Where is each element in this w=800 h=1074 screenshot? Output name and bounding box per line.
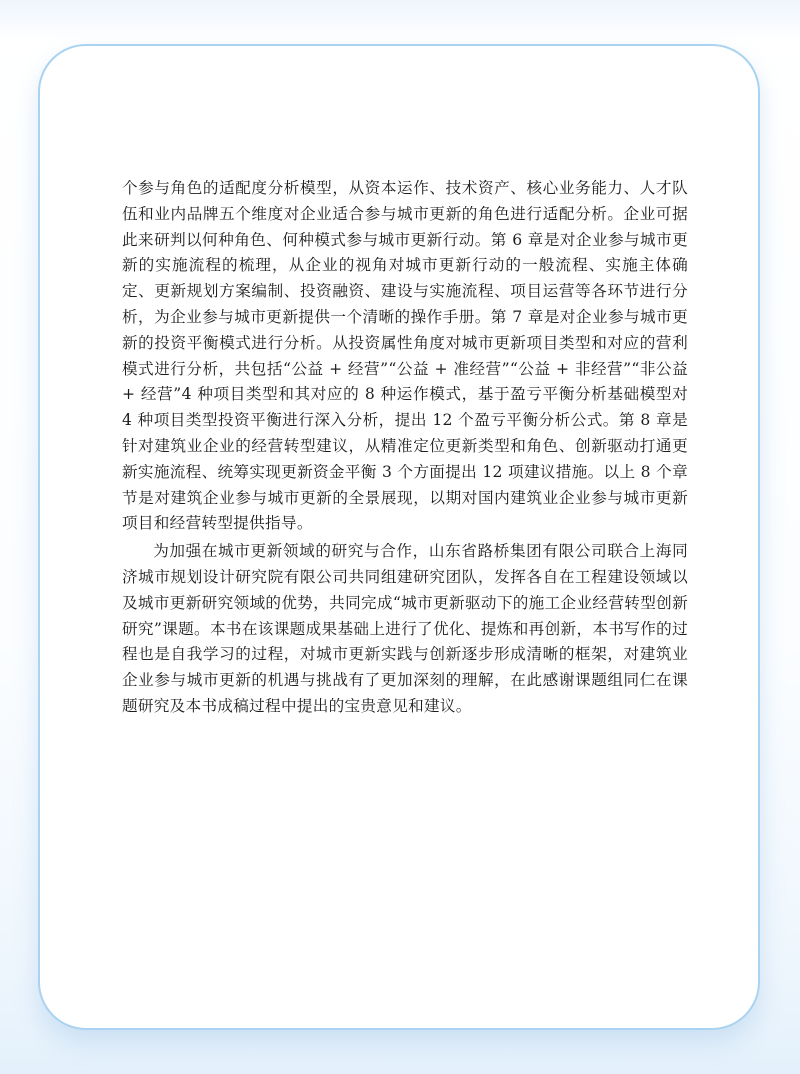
page-top-glow (0, 0, 800, 40)
paragraph-acknowledgement: 为加强在城市更新领域的研究与合作，山东省路桥集团有限公司联合上海同济城市规划设计研究院有限公司共同组建研究团队，发挥各自在工程建设领域以及城市更新研究领域的优势，共同完成“城市更新驱动下的施工企业经营转型创新研究”课题。本书在该课题成果基础上进行了优化、提炼和再创新，本书写作的过程也是自我学习的过程，对城市更新实践与创新逐步形成清晰的框架，对建筑业企业参与城市更新的机遇与挑战有了更加深刻的理解，在此感谢课题组同仁在课题研究及本书成稿过程中提出的宝贵意见和建议。 (122, 542, 688, 715)
paragraph-chapter-summary: 个参与角色的适配度分析模型，从资本运作、技术资产、核心业务能力、人才队伍和业内品牌五个维度对企业适合参与城市更新的角色进行适配分析。企业可据此来研判以何种角色、何种模式参与城市更新行动。第 6 章是对企业参与城市更新的实施流程的梳理，从企业的视角对城市更新行动的一般流程、实施主体确定、更新规划方案编制、投资融资、建设与实施流程、项目运营等各环节进行分析，为企业参与城市更新提供一个清晰的操作手册。第 7 章是对企业参与城市更新的投资平衡模式进行分析。从投资属性角度对城市更新项目类型和对应的营利模式进行分析，共包括“公益 + 经营”“公益 + 准经营”“公益 + 非经营”“非公益 + 经营”4 种项目类型和其对应的 8 种运作模式，基于盈亏平衡分析基础模型对 4 种项目类型投资平衡进行深入分析，提出 12 个盈亏平衡分析公式。第 8 章是针对建筑业企业的经营转型建议，从精准定位更新类型和角色、创新驱动打通更新实施流程、统筹实现更新资金平衡 3 个方面提出 12 项建议措施。以上 8 个章节是对建筑企业参与城市更新的全景展现，以期对国内建筑业企业参与城市更新项目和经营转型提供指导。 (122, 179, 688, 533)
document-body (122, 176, 688, 720)
